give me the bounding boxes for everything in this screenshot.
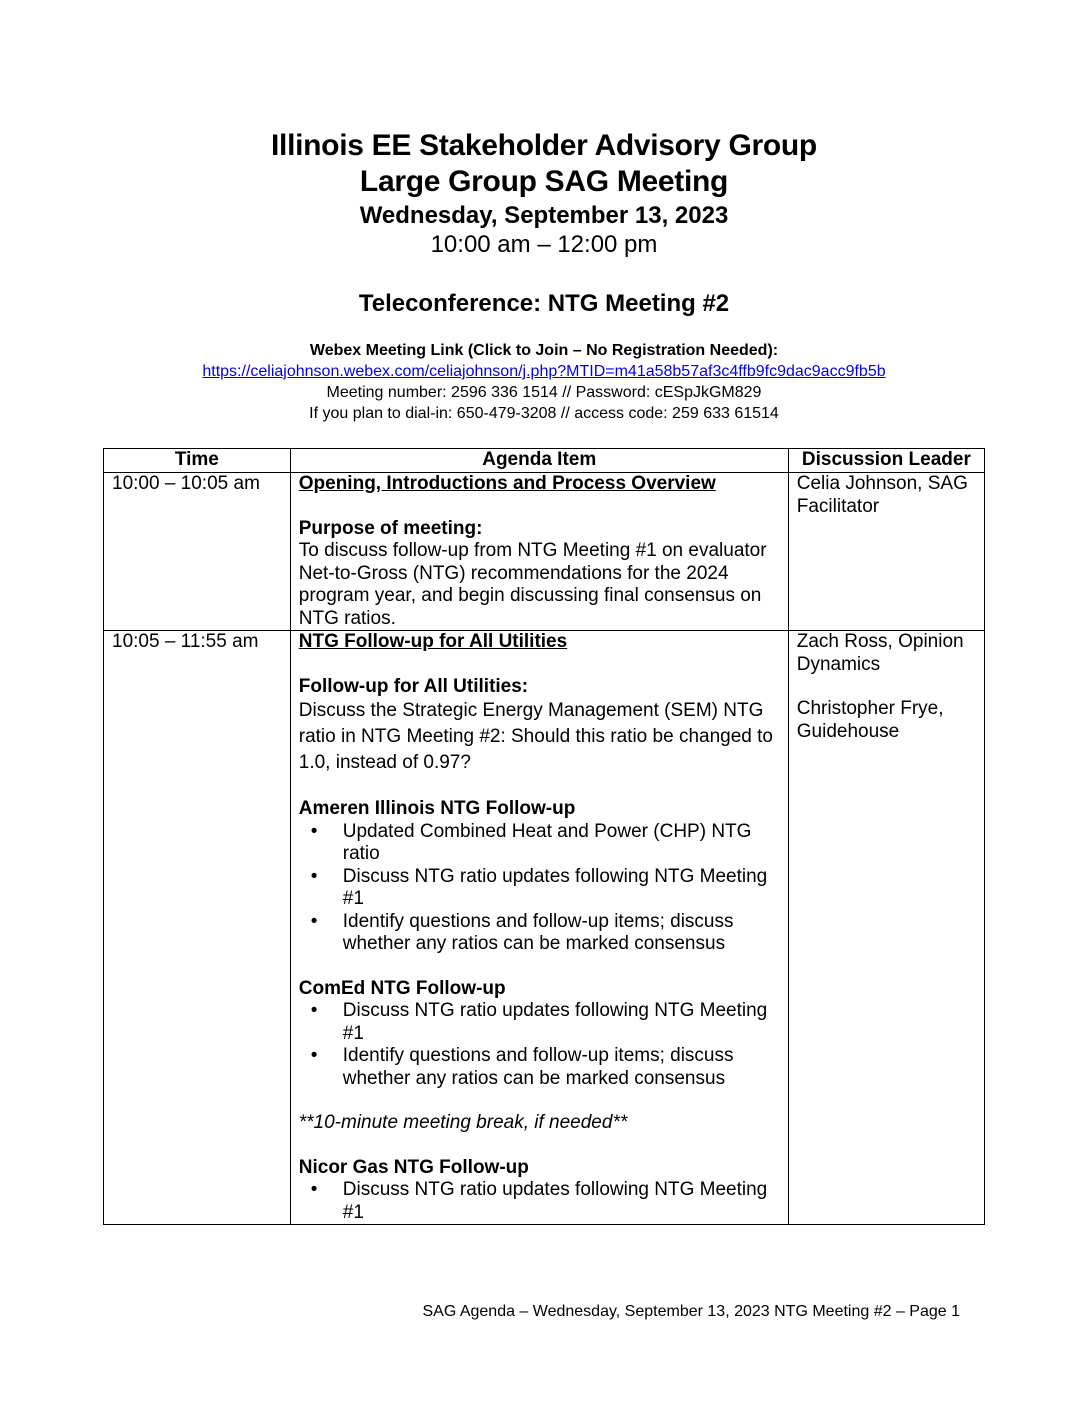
agenda-table <box>103 448 985 1225</box>
page-title: Illinois EE Stakeholder Advisory Group <box>271 129 817 162</box>
header-discussion-leader: Discussion Leader <box>788 449 984 473</box>
row2-leader <box>788 631 984 1225</box>
webex-meeting-link[interactable]: https://celiajohnson.webex.com/celiajohnson/j.php?MTID=m41a58b57af3c4ffb9fc9dac9acc9fb5b <box>202 363 886 380</box>
purpose-text: To discuss follow-up from NTG Meeting #1 on evaluator Net-to-Gross (NTG) recommendations for the 2024 program year, and begin discussing final consensus on NTG ratios. <box>298 540 767 629</box>
ameren-bullet-list <box>299 821 780 956</box>
list-item: • Identify questions and follow-up items; discuss whether any ratios can be marked consensus <box>343 911 780 956</box>
nicor-heading: Nicor Gas NTG Follow-up <box>298 1156 529 1178</box>
agenda-header-row <box>104 449 985 473</box>
webex-heading: Webex Meeting Link (Click to Join – No Registration Needed): <box>309 342 779 359</box>
list-item: • Updated Combined Heat and Power (CHP) NTG ratio <box>343 821 780 866</box>
page-footer: SAG Agenda – Wednesday, September 13, 2023 NTG Meeting #2 – Page 1 <box>422 1303 960 1320</box>
followup-text: Discuss the Strategic Energy Management (SEM) NTG ratio in NTG Meeting #2: Should this ratio be changed to 1.0, instead of 0.97? <box>298 700 773 773</box>
list-item: • Discuss NTG ratio updates following NTG Meeting #1 <box>343 1179 780 1224</box>
break-note: **10-minute meeting break, if needed** <box>298 1112 628 1133</box>
dial-in-info: If you plan to dial-in: 650-479-3208 // access code: 259 633 61514 <box>309 405 779 422</box>
document-header <box>0 128 1088 424</box>
row1-agenda-item <box>290 473 788 631</box>
row1-time: 10:00 – 10:05 am <box>104 473 291 631</box>
leader-zach-ross: Zach Ross, Opinion Dynamics <box>796 631 964 675</box>
header-agenda-item: Agenda Item <box>290 449 788 473</box>
meeting-number-password: Meeting number: 2596 336 1514 // Password: cESpJkGM829 <box>326 384 762 401</box>
nicor-bullet-list <box>299 1179 780 1224</box>
row2-time: 10:05 – 11:55 am <box>104 631 291 1225</box>
comed-bullet-list <box>299 1000 780 1090</box>
list-item: • Identify questions and follow-up items; discuss whether any ratios can be marked consensus <box>343 1045 780 1090</box>
comed-heading: ComEd NTG Follow-up <box>298 977 506 999</box>
leader-christopher-frye: Christopher Frye, Guidehouse <box>796 698 944 742</box>
row2-title: NTG Follow-up for All Utilities <box>298 631 568 652</box>
row1-leader: Celia Johnson, SAG Facilitator <box>788 473 984 631</box>
page-subtitle: Large Group SAG Meeting <box>359 165 729 198</box>
meeting-date: Wednesday, September 13, 2023 <box>359 202 729 229</box>
teleconference-title: Teleconference: NTG Meeting #2 <box>358 290 730 317</box>
row1-title: Opening, Introductions and Process Overview <box>298 473 716 494</box>
row2-agenda-item <box>290 631 788 1225</box>
purpose-heading: Purpose of meeting: <box>298 517 483 539</box>
list-item: • Discuss NTG ratio updates following NTG Meeting #1 <box>343 866 780 911</box>
table-row <box>104 631 985 1225</box>
header-time: Time <box>104 449 291 473</box>
webex-info <box>0 340 1088 424</box>
meeting-time: 10:00 am – 12:00 pm <box>430 231 658 258</box>
followup-heading: Follow-up for All Utilities: <box>298 675 529 697</box>
list-item: • Discuss NTG ratio updates following NTG Meeting #1 <box>343 1000 780 1045</box>
ameren-heading: Ameren Illinois NTG Follow-up <box>298 798 576 819</box>
table-row <box>104 473 985 631</box>
